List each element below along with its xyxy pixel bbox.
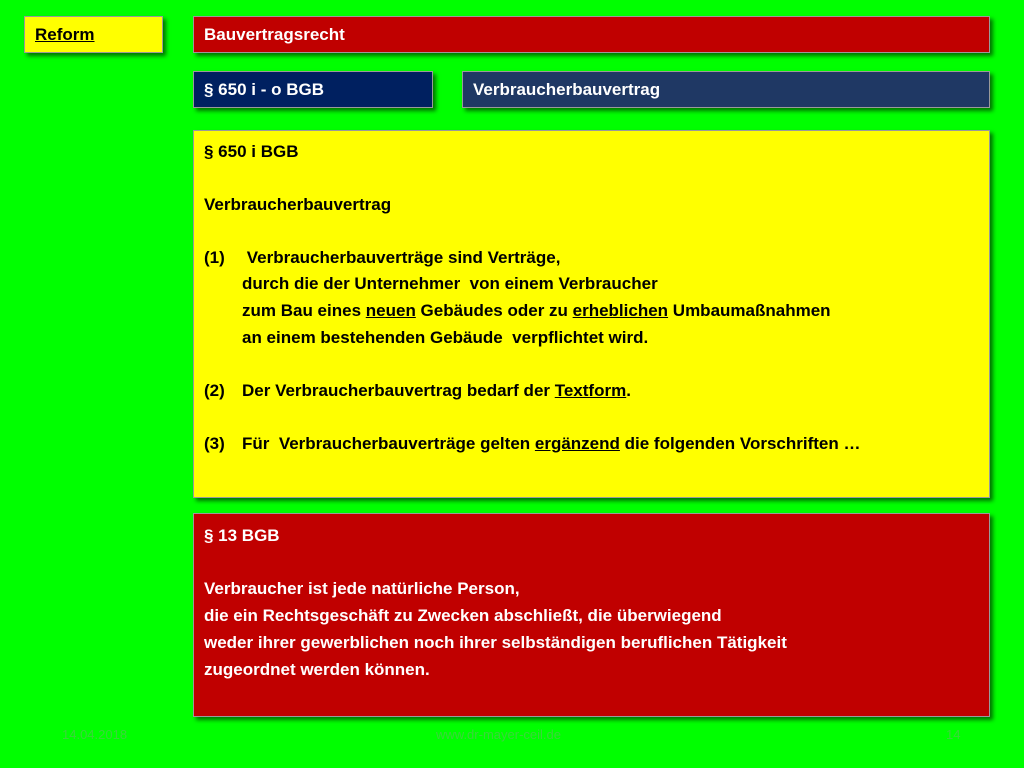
paragraph-text: Verbraucherbauverträge sind Verträge, [242, 247, 561, 267]
definition-box [193, 513, 990, 717]
spacer [204, 405, 979, 431]
footer-website: www.dr-mayer-ceil.de [436, 727, 561, 742]
paragraph-number: (1) [204, 247, 225, 267]
statute-title: Verbraucherbauvertrag [204, 194, 392, 214]
spacer [204, 166, 979, 192]
spacer [204, 352, 979, 378]
reform-tag [24, 16, 163, 53]
paragraph-3 [204, 431, 979, 458]
paragraph-1 [204, 245, 979, 272]
paragraph-number: (3) [204, 433, 225, 453]
definition-text: die ein Rechtsgeschäft zu Zwecken abschließt, die überwiegend [204, 606, 722, 625]
section-range-label: § 650 i - o BGB [204, 79, 324, 99]
reform-label: Reform [35, 24, 95, 44]
subject-header [462, 71, 990, 108]
paragraph-text: durch die der Unternehmer von einem Verbraucher [242, 274, 658, 294]
subject-label: Verbraucherbauvertrag [473, 79, 661, 99]
topic-header [193, 16, 990, 53]
topic-label: Bauvertragsrecht [204, 24, 345, 44]
paragraph-text: an einem bestehenden Gebäude verpflichtet wird. [242, 327, 649, 347]
statute-text-box [193, 130, 990, 498]
underlined-term: ergänzend [534, 433, 620, 453]
definition-text: weder ihrer gewerblichen noch ihrer selbständigen beruflichen Tätigkeit [204, 633, 787, 652]
paragraph-2 [204, 378, 979, 405]
section-range-tag [193, 71, 433, 108]
definition-text: Verbraucher ist jede natürliche Person, [204, 579, 520, 598]
statute-heading: § 650 i BGB [204, 142, 299, 161]
underlined-term: erheblichen [572, 301, 669, 321]
underlined-term: neuen [365, 301, 416, 321]
footer-date: 14.04.2018 [62, 727, 128, 742]
paragraph-text: Der Verbraucherbauvertrag bedarf der Textform. [242, 380, 631, 400]
definition-heading: § 13 BGB [204, 526, 280, 545]
definition-text: zugeordnet werden können. [204, 660, 430, 679]
paragraph-number: (2) [204, 380, 225, 400]
underlined-term: Textform [554, 380, 627, 400]
footer-page-number: 14 [946, 727, 961, 742]
paragraph-text: zum Bau eines neuen Gebäudes oder zu erheblichen Umbaumaßnahmen [242, 301, 831, 321]
spacer [204, 549, 979, 575]
paragraph-text: Für Verbraucherbauverträge gelten ergänzend die folgenden Vorschriften … [242, 433, 861, 453]
spacer [204, 219, 979, 245]
